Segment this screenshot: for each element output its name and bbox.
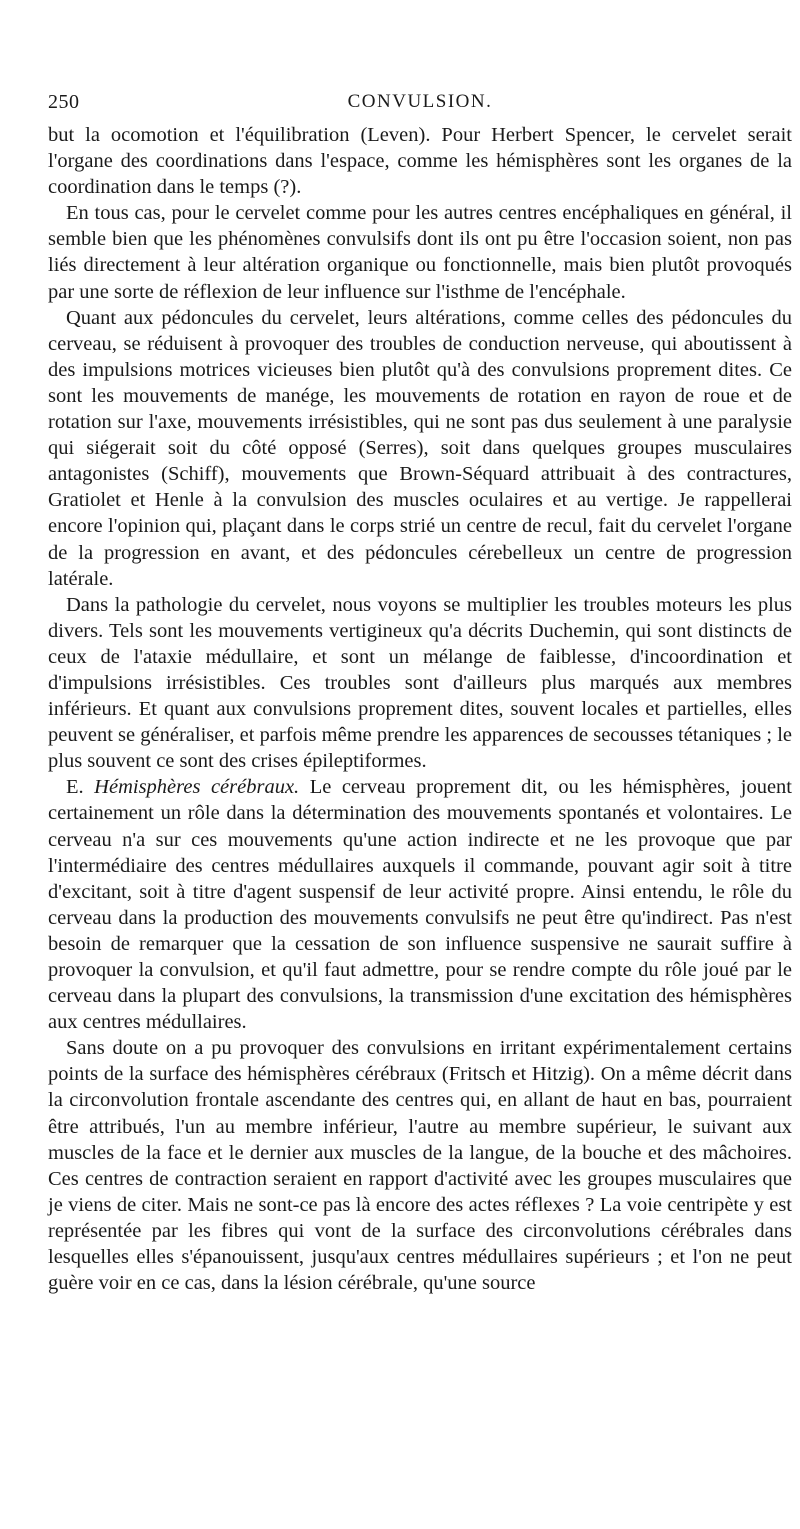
book-page xyxy=(48,82,792,1296)
paragraph xyxy=(48,200,792,304)
paragraph-text: Dans la pathologie du cervelet, nous voyons se multiplier les troubles moteurs les plus divers. Tels sont les mouvements vertigineux qu'a décrits Duchemin, qui sont distincts de ceux de l'ataxie médullaire, et sont un mélange de faiblesse, d'incoordination et d'impulsions irrésistibles. Ces troubles sont d'ailleurs plus marqués aux membres inférieurs. Et quant aux convulsions proprement dites, souvent locales et partielles, elles peuvent se généraliser, et parfois même prendre les apparences de secousses tétaniques ; le plus souvent ce sont des crises épileptiformes. xyxy=(48,593,792,773)
paragraph-continued xyxy=(48,122,792,200)
paragraph-text: En tous cas, pour le cervelet comme pour les autres centres encéphaliques en général, il semble bien que les phénomènes convulsifs dont ils ont pu être l'occasion soient, non pas liés directement à leur altération organique ou fonctionnelle, mais bien plutôt provoqués par une sorte de réflexion de leur influence sur l'isthme de l'encéphale. xyxy=(48,202,792,303)
paragraph xyxy=(48,305,792,592)
paragraph-text: Quant aux pédoncules du cervelet, leurs altérations, comme celles des pédoncules du cerveau, se réduisent à provoquer des troubles de conduction nerveuse, qui aboutissent à des impulsions motrices vicieuses bien plutôt qu'à des convulsions proprement dites. Ce sont les mouvements de manége, les mouvements de rotation en rayon de roue et de rotation sur l'axe, mouvements irrésistibles, qui ne sont pas dus seulement à une paralysie qui siégerait soit du côté opposé (Serres), soit dans quelques groupes musculaires antagonistes (Schiff), mouvements que Brown-Séquard attribuait à des contractures, Gratiolet et Henle à la convulsion des muscles oculaires et au vertige. Je rappellerai encore l'opinion qui, plaçant dans le corps strié un centre de recul, fait du cervelet l'organe de la progression en avant, et des pédoncules cérebelleux un centre de progression latérale. xyxy=(48,306,792,590)
running-title: CONVULSION. xyxy=(347,91,493,112)
section-title: Hémisphères cérébraux. xyxy=(94,776,300,799)
paragraph xyxy=(48,1035,792,1296)
paragraph-text: but la ocomotion et l'équilibration (Leven). Pour Herbert Spencer, le cervelet serait l'organe des coordinations dans l'espace, comme les hémisphères sont les organes de la coordination dans le temps (?). xyxy=(48,124,792,199)
paragraph-text: Le cerveau proprement dit, ou les hémisphères, jouent certainement un rôle dans la détermination des mouvements spontanés et volontaires. Le cerveau n'a sur ces mouvements qu'une action indirecte et ne les provoque que par l'intermédiaire des centres médullaires auxquels il commande, pouvant agir soit à titre d'excitant, soit à titre d'agent suspensif de leur activité propre. Ainsi entendu, le rôle du cerveau dans la production des mouvements convulsifs ne peut être qu'indirect. Pas n'est besoin de remarquer que la cessation de son influence suspensive ne saurait suffire à provoquer la convulsion, et qu'il faut admettre, pour se rendre compte du rôle joué par le cerveau dans la plupart des convulsions, la transmission d'une excitation des hémisphères aux centres médullaires. xyxy=(48,776,792,1034)
page-number: 250 xyxy=(48,91,80,113)
paragraph xyxy=(48,592,792,775)
running-head xyxy=(48,82,792,122)
section-letter: E. xyxy=(66,776,84,799)
body-text xyxy=(48,122,792,1296)
paragraph-text: Sans doute on a pu provoquer des convulsions en irritant expérimentalement certains points de la surface des hémisphères cérébraux (Fritsch et Hitzig). On a même décrit dans la circonvolution frontale ascendante des centres qui, en allant de haut en bas, pourraient être attribués, l'un au membre inférieur, l'autre au membre supérieur, le suivant aux muscles de la face et le dernier aux muscles de la langue, de la bouche et des mâchoires. Ces centres de contraction seraient en rapport d'activité avec les groupes musculaires que je viens de citer. Mais ne sont-ce pas là encore des actes réflexes ? La voie centripète y est représentée par les fibres qui vont de la surface des circonvolutions cérébrales dans lesquelles elles s'épanouissent, jusqu'aux centres médullaires supérieurs ; et l'on ne peut guère voir en ce cas, dans la lésion cérébrale, qu'une source xyxy=(48,1037,792,1295)
section-paragraph xyxy=(48,774,792,1035)
